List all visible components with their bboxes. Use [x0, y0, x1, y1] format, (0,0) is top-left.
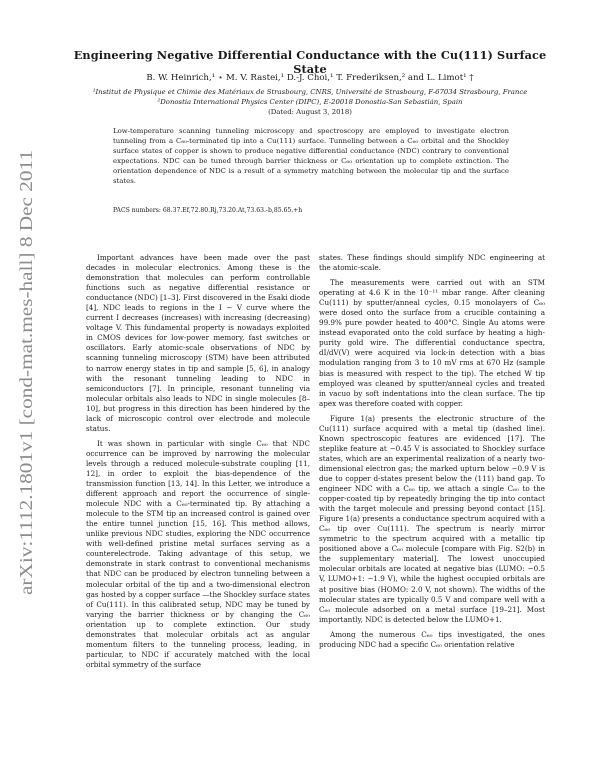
affiliation-1: ¹Institut de Physique et Chimie des Matériaux de Strasbourg, CNRS, Université de Strasbourg, F-67034 Strasbourg, France — [92, 88, 528, 96]
paragraph: Figure 1(a) presents the electronic structure of the Cu(111) surface acquired with a metal tip (dashed line). Known spectroscopic features are evidenced [17]. The steplike feature at −0.45 V is associated to Shockley surface states, which are an experimental realization of a nearly two-dimensional electron gas; the marked upturn below −0.9 V is due to copper d-states present below the (111) band gap. To engineer NDC with a C₆₀ tip, we attach a single C₆₀ to the copper-coated tip by repeatedly bringing the tip into contact with the target molecule and pressing beyond contact [15]. Figure 1(a) presents a conductance spectrum acquired with a C₆₀ tip over Cu(111). The spectrum is nearly mirror symmetric to the spectrum acquired with a metallic tip positioned above a C₆₀ molecule [compare with Fig. S2(b) in the supplementary material]. The lowest unoccupied molecular orbitals are located at negative bias (LUMO: −0.5 V, LUMO+1: −1.9 V), while the highest occupied orbitals are at positive bias (HOMO: 2.0 V, not shown). The widths of the molecular states are typically 0.5 V and compare well with a C₆₀ molecule adsorbed on a metal surface [19–21]. Most importantly, NDC is detected below the LUMO+1. — [319, 413, 545, 624]
author-list: B. W. Heinrich,¹ ⋆ M. V. Rastei,¹ D.-J. Choi,¹ T. Frederiksen,² and L. Limot¹ † — [146, 73, 474, 83]
abstract: Low-temperature scanning tunneling microscopy and spectroscopy are employed to investigate electron tunneling from a C₆₀-terminated tip into a Cu(111) surface. Tunneling between a C₆₀ orbital and the Shockley surface states of copper is shown to produce negative differential conductance (NDC) contrary to conventional expectations. NDC can be tuned through barrier thickness or C₆₀ orientation up to complete extinction. The orientation dependence of NDC is a result of a symmetry matching between the molecular tip and the surface states. — [113, 127, 509, 186]
right-column — [319, 253, 545, 650]
paragraph: Important advances have been made over the past decades in molecular electronics. Among these is the demonstration that molecules can perform controllable functions such as negative differential resistance or conductance (NDC) [1–3]. First discovered in the Esaki diode [4], NDC leads to regions in the I − V curve where the current I decreases (increases) with increasing (decreasing) voltage V. This fundamental property is nowadays exploited in CMOS devices for low-power memory, fast switches or oscillators. Early atomic-scale observations of NDC by scanning tunneling microscopy (STM) have been attributed to narrow energy states in tip and sample [5, 6], in analogy with the resonant tunneling leading to NDC in semiconductors [7]. In principle, resonant tunneling via molecular orbitals also leads to NDC in single molecules [8–10], but progress in this direction has been hindered by the lack of microscopic control over electrode and molecule status. — [86, 253, 310, 433]
paragraph: Among the numerous C₆₀ tips investigated, the ones producing NDC had a specific C₆₀ orientation relative — [319, 629, 545, 649]
left-column — [86, 253, 310, 670]
paragraph: It was shown in particular with single C₆₀ that NDC occurrence can be improved by narrowing the molecular levels through a reduced molecule-substrate coupling [11, 12], in order to exploit the bias-dependence of the transmission function [13, 14]. In this Letter, we introduce a different approach and report the occurrence of single-molecule NDC with a C₆₀-terminated tip. By attaching a molecule to the STM tip an increased control is gained over the entire tunnel junction [15, 16]. This method allows, unlike previous NDC studies, exploring the NDC occurrence with well-defined pristine metal surfaces serving as a counterelectrode. Taking advantage of this setup, we demonstrate in stark contrast to conventional mechanisms that NDC can be produced by electron tunneling between a molecular orbital of the tip and a two-dimensional electron gas hosted by a copper surface —the Shockley surface states of Cu(111). In this calibrated setup, NDC may be tuned by varying the barrier thickness or by changing the C₆₀ orientation up to complete extinction. Our study demonstrates that molecular orbitals act as angular momentum filters to the tunneling process, leading, in particular, to NDC if accurately matched with the local orbital symmetry of the surface — [86, 438, 310, 669]
paragraph: states. These findings should simplify NDC engineering at the atomic-scale. — [319, 253, 545, 273]
arxiv-identifier-text: arXiv:1112.1801v1 [cond-mat.mes-hall] 8 Dec 2011 — [16, 228, 36, 595]
affiliation-2: ²Donostia International Physics Center (DIPC), E-20018 Donostia-San Sebastián, Spain — [157, 98, 463, 106]
paper-title: Engineering Negative Differential Conductance with the Cu(111) Surface State — [73, 48, 547, 76]
arxiv-identifier-stamp — [2, 140, 46, 600]
paragraph: The measurements were carried out with an STM operating at 4.6 K in the 10⁻¹¹ mbar range. After cleaning Cu(111) by sputter/anneal cycles, 0.15 monolayers of C₆₀ were dosed onto the surface from a crucible containing a 99.9% pure powder heated to 400°C. Single Au atoms were instead evaporated onto the cold surface by heating a high-purity gold wire. The differential conductance spectra, dI/dV(V) were acquired via lock-in detection with a bias modulation ranging from 3 to 10 mV rms at 670 Hz (sample bias is measured with respect to the tip). The etched W tip employed was cleaned by sputter/anneal cycles and treated in vacuo by soft indentations into the clean surface. The tip apex was therefore coated with copper. — [319, 278, 545, 408]
date-line: (Dated: August 3, 2018) — [268, 108, 352, 116]
pacs-numbers: PACS numbers: 68.37.Ef,72.80.Rj,73.20.At,73.63.-b,85.65.+h — [113, 207, 303, 214]
